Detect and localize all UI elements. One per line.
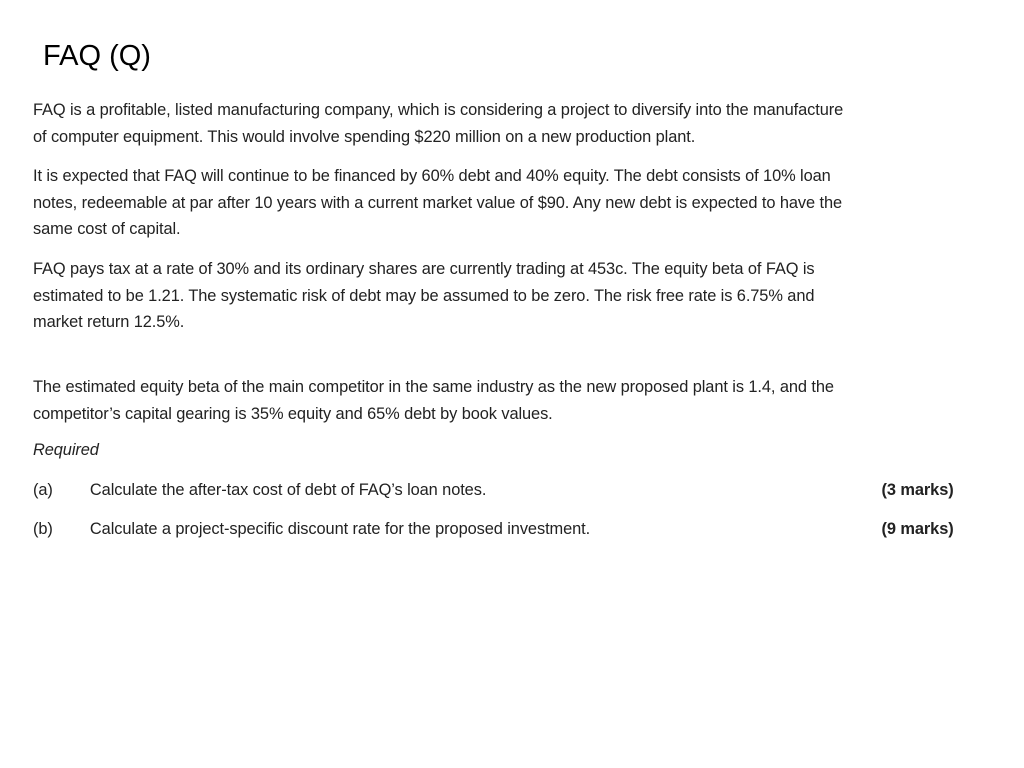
paragraph-line: market return 12.5%. (33, 312, 185, 331)
required-heading: Required (33, 440, 99, 459)
slide-title: FAQ (Q) (43, 40, 151, 72)
question-item (33, 477, 954, 503)
paragraph-line: notes, redeemable at par after 10 years with a current market value of $90. Any new debt is expected to have the (33, 192, 843, 212)
paragraph-tax-and-beta (33, 256, 998, 336)
question-text: Calculate the after-tax cost of debt of FAQ’s loan notes. (89, 480, 487, 499)
paragraph-company-intro (33, 97, 998, 150)
question-marks: (9 marks) (881, 519, 954, 538)
paragraph-line: The estimated equity beta of the main competitor in the same industry as the new proposed plant is 1.4, and the (33, 377, 834, 396)
question-text: Calculate a project-specific discount rate for the proposed investment. (89, 519, 591, 538)
question-item (33, 516, 954, 542)
paragraph-competitor (33, 374, 998, 427)
paragraph-line: FAQ pays tax at a rate of 30% and its ordinary shares are currently trading at 453c. The equity beta of FAQ is (33, 259, 815, 278)
question-letter: (b) (33, 519, 53, 538)
paragraph-line: estimated to be 1.21. The systematic risk of debt may be assumed to be zero. The risk free rate is 6.75% and (33, 285, 815, 305)
paragraph-line: same cost of capital. (33, 219, 181, 238)
question-marks: (3 marks) (881, 480, 954, 499)
paragraph-line: FAQ is a profitable, listed manufacturing company, which is considering a project to diversify into the manufacture (33, 100, 844, 119)
paragraph-line: It is expected that FAQ will continue to be financed by 60% debt and 40% equity. The debt consists of 10% loan (33, 166, 831, 185)
question-letter: (a) (33, 480, 53, 499)
paragraph-line: of computer equipment. This would involve spending $220 million on a new production plant. (33, 126, 696, 146)
paragraph-financing (33, 163, 998, 243)
paragraph-line: competitor’s capital gearing is 35% equity and 65% debt by book values. (33, 403, 553, 423)
